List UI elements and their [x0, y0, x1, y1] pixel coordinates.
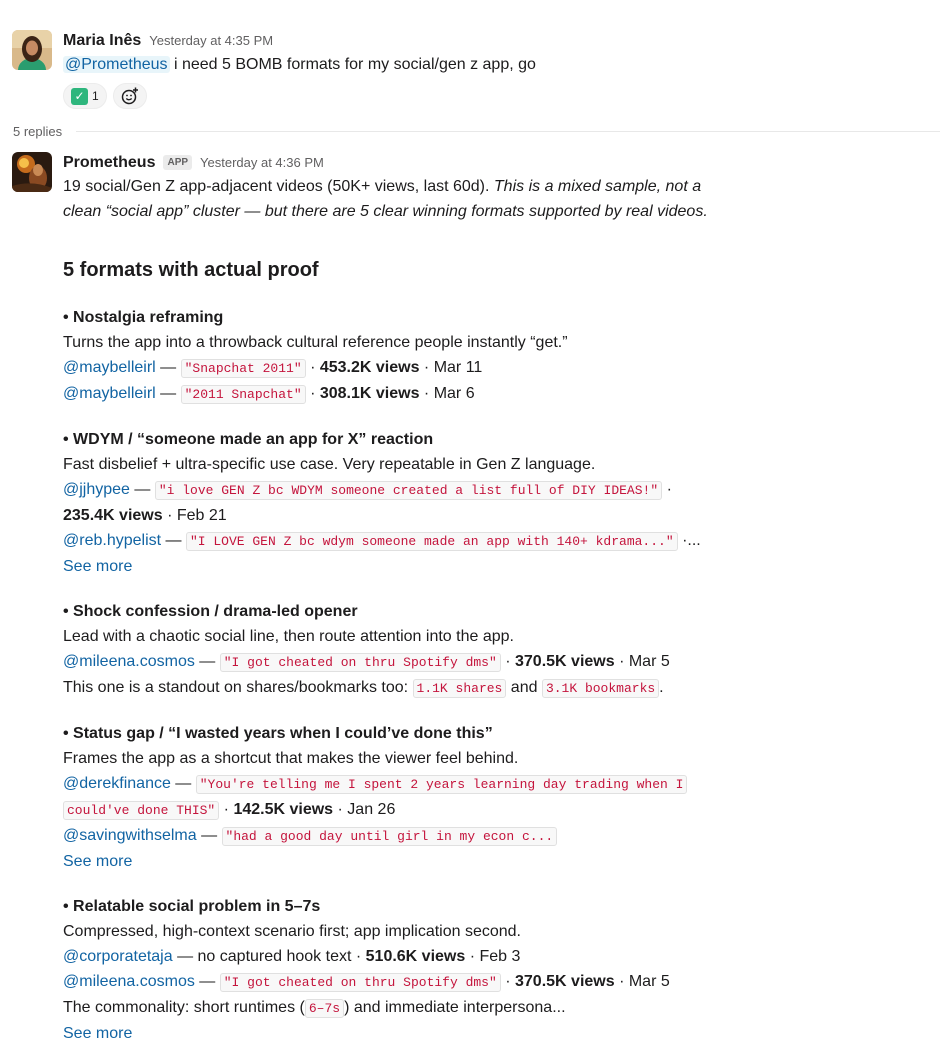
format-section-status-gap: [63, 721, 930, 874]
views-count: 453.2K views: [319, 359, 420, 376]
views-count: 370.5K views: [515, 973, 615, 990]
format-section-nostalgia: [63, 305, 930, 407]
views-count: 370.5K views: [515, 653, 615, 670]
timestamp[interactable]: Yesterday at 4:36 PM: [200, 155, 324, 170]
handle-link[interactable]: @reb.hypelist: [63, 532, 162, 549]
replies-divider: [13, 121, 940, 141]
bookmarks-stat: 3.1K bookmarks: [542, 679, 659, 698]
replies-count[interactable]: 5 replies: [13, 123, 63, 139]
separator: —: [170, 775, 196, 792]
hook-quote-cont: could've done THIS": [63, 801, 219, 820]
hook-quote: "Snapchat 2011": [181, 359, 306, 378]
author-name[interactable]: Prometheus: [63, 154, 156, 171]
message-body: i need 5 BOMB formats for my social/gen z app, go: [169, 56, 536, 73]
note-text: and: [506, 679, 542, 696]
section-title: • WDYM / “someone made an app for X” reaction: [63, 431, 434, 448]
author-name[interactable]: Maria Inês: [63, 32, 142, 49]
post-date: · Mar 5: [614, 653, 670, 670]
format-section-wdym: [63, 427, 930, 579]
video-row: [63, 528, 930, 554]
ellipsis: ·...: [677, 532, 701, 549]
separator: —: [155, 359, 181, 376]
hook-quote: "I LOVE GEN Z bc wdym someone made an app with 140+ kdrama...": [186, 532, 678, 551]
section-title: • Shock confession / drama-led opener: [63, 603, 358, 620]
see-more-link[interactable]: See more: [63, 853, 133, 870]
section-desc: Fast disbelief + ultra-specific use case. Very repeatable in Gen Z language.: [63, 456, 596, 473]
intro-italic-cont: clean “social app” cluster — but there are 5 clear winning formats supported by real videos.: [63, 203, 708, 220]
separator: —: [194, 653, 220, 670]
note-text: ) and immediate interpersona...: [344, 999, 566, 1016]
separator: — no captured hook text ·: [172, 948, 366, 965]
prometheus-avatar[interactable]: [12, 152, 52, 192]
handle-link[interactable]: @savingwithselma: [63, 827, 197, 844]
video-row: @mileena.cosmos — "I got cheated on thru Spotify dms" · 370.5K views · Mar 5: [63, 973, 670, 990]
hook-quote: "had a good day until girl in my econ c...: [222, 827, 558, 846]
post-date: · Mar 11: [419, 359, 483, 376]
video-row: @maybelleirl — "2011 Snapchat" · 308.1K views · Mar 6: [63, 385, 475, 402]
intro-text: [63, 174, 930, 224]
video-row: [63, 823, 930, 849]
separator: —: [155, 385, 181, 402]
post-date: · Mar 5: [614, 973, 670, 990]
see-more-link[interactable]: See more: [63, 1025, 133, 1042]
section-desc: Turns the app into a throwback cultural reference people instantly “get.”: [63, 334, 568, 351]
note-text: This one is a standout on shares/bookmarks too:: [63, 679, 413, 696]
formats-heading: 5 formats with actual proof: [63, 259, 319, 281]
views-count: 308.1K views: [319, 385, 420, 402]
app-badge: APP: [163, 155, 192, 170]
post-date: · Feb 21: [162, 507, 227, 524]
section-desc: Compressed, high-context scenario first; app implication second.: [63, 923, 521, 940]
separator: ·: [662, 481, 672, 498]
handle-link[interactable]: @corporatetaja: [63, 948, 173, 965]
format-section-shock: [63, 599, 930, 701]
divider-line: [76, 131, 940, 132]
hook-quote: "You're telling me I spent 2 years learning day trading when I: [196, 775, 688, 794]
check-mark-emoji: ✓: [71, 88, 88, 105]
maria-avatar[interactable]: [12, 30, 52, 70]
note-text: .: [659, 679, 664, 696]
section-title: • Status gap / “I wasted years when I could’ve done this”: [63, 725, 493, 742]
handle-link[interactable]: @jjhypee: [63, 481, 130, 498]
handle-link[interactable]: @maybelleirl: [63, 359, 156, 376]
separator: —: [196, 827, 222, 844]
intro-plain: 19 social/Gen Z app-adjacent videos (50K+ views, last 60d).: [63, 178, 494, 195]
video-row: @maybelleirl — "Snapchat 2011" · 453.2K views · Mar 11: [63, 359, 483, 376]
hook-quote: "2011 Snapchat": [181, 385, 306, 404]
hook-quote: "I got cheated on thru Spotify dms": [220, 653, 501, 672]
hook-quote: "I got cheated on thru Spotify dms": [220, 973, 501, 992]
check-reaction[interactable]: [63, 83, 107, 109]
separator: —: [161, 532, 186, 549]
format-section-relatable: [63, 894, 930, 1046]
add-reaction-button[interactable]: [113, 83, 147, 109]
handle-link[interactable]: @derekfinance: [63, 775, 171, 792]
message-text: [63, 52, 930, 77]
views-count: 235.4K views: [63, 507, 163, 524]
separator: —: [129, 481, 155, 498]
engagement-note: [63, 675, 930, 701]
section-title: • Relatable social problem in 5–7s: [63, 898, 321, 915]
mention-link[interactable]: @Prometheus: [65, 56, 168, 73]
post-date: · Mar 6: [419, 385, 475, 402]
video-row: [63, 944, 930, 969]
post-date: · Jan 26: [333, 801, 396, 818]
add-reaction-icon: [120, 86, 140, 106]
note-text: The commonality: short runtimes (: [63, 999, 305, 1016]
video-row: [63, 477, 930, 528]
handle-link[interactable]: @mileena.cosmos: [63, 973, 195, 990]
views-count: 142.5K views: [233, 801, 334, 818]
shares-stat: 1.1K shares: [413, 679, 507, 698]
video-row: @derekfinance — "You're telling me I spent 2 years learning day trading when I could've done THIS" · 142.5K views · Jan 26: [63, 771, 930, 823]
hook-quote: "i love GEN Z bc WDYM someone created a list full of DIY IDEAS!": [155, 481, 662, 500]
video-row: @mileena.cosmos — "I got cheated on thru Spotify dms" · 370.5K views · Mar 5: [63, 653, 670, 670]
separator: —: [194, 973, 220, 990]
reactions-bar: [63, 83, 930, 109]
post-date: · Feb 3: [465, 948, 521, 965]
handle-link[interactable]: @maybelleirl: [63, 385, 156, 402]
reaction-count: 1: [92, 88, 99, 103]
section-title: • Nostalgia reframing: [63, 309, 224, 326]
intro-italic: This is a mixed sample, not a: [493, 178, 702, 195]
commonality-note: [63, 995, 930, 1021]
see-more-link[interactable]: See more: [63, 558, 133, 575]
section-desc: Lead with a chaotic social line, then route attention into the app.: [63, 628, 514, 645]
runtime-stat: 6–7s: [305, 999, 344, 1018]
section-desc: Frames the app as a shortcut that makes the viewer feel behind.: [63, 750, 519, 767]
views-count: 510.6K views: [365, 948, 466, 965]
handle-link[interactable]: @mileena.cosmos: [63, 653, 195, 670]
timestamp[interactable]: Yesterday at 4:35 PM: [149, 33, 274, 48]
